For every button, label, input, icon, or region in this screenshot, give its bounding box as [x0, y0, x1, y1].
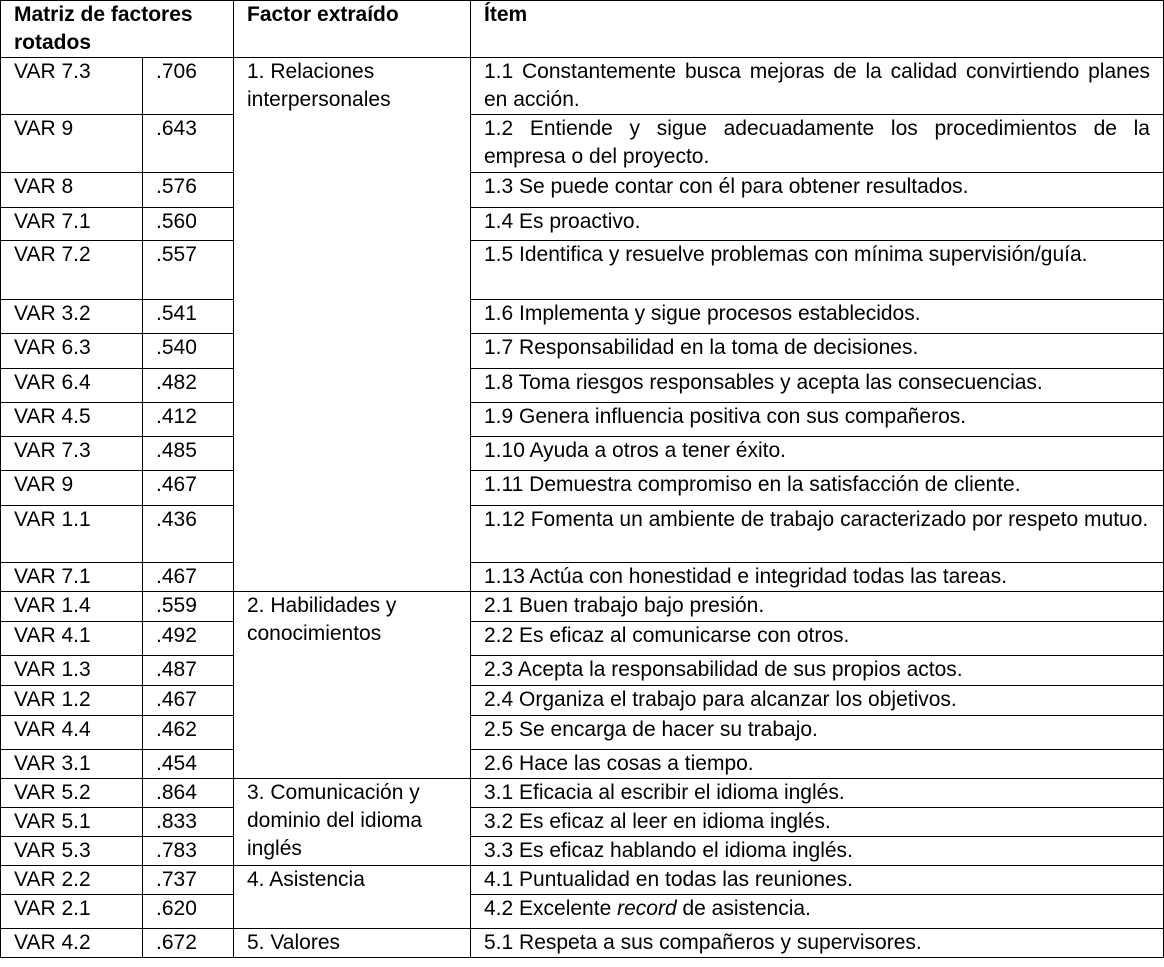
var-cell: VAR 6.3 — [1, 334, 143, 369]
item-cell: 3.2 Es eficaz al leer en idioma inglés. — [471, 808, 1164, 837]
var-cell: VAR 6.4 — [1, 369, 143, 403]
var-cell: VAR 5.3 — [1, 837, 143, 866]
factor-cell: 5. Valores — [234, 929, 471, 958]
loading-cell: .492 — [143, 622, 234, 656]
item-cell: 1.2 Entiende y sigue adecuadamente los procedimientos de la empresa o del proyecto. — [471, 115, 1164, 173]
item-cell: 1.11 Demuestra compromiso en la satisfacción de cliente. — [471, 471, 1164, 506]
item-cell: 2.4 Organiza el trabajo para alcanzar los objetivos. — [471, 686, 1164, 716]
var-cell: VAR 7.3 — [1, 58, 143, 115]
loading-cell: .485 — [143, 437, 234, 471]
item-cell: 1.8 Toma riesgos responsables y acepta las consecuencias. — [471, 369, 1164, 403]
loading-cell: .482 — [143, 369, 234, 403]
loading-cell: .462 — [143, 716, 234, 750]
item-text-italic: record — [617, 897, 677, 920]
header-matrix: Matriz de factores rotados — [1, 1, 234, 58]
loading-cell: .412 — [143, 403, 234, 437]
item-cell: 4.1 Puntualidad en todas las reuniones. — [471, 866, 1164, 895]
loading-cell: .560 — [143, 208, 234, 241]
var-cell: VAR 2.1 — [1, 895, 143, 929]
item-cell: 3.3 Es eficaz hablando el idioma inglés. — [471, 837, 1164, 866]
item-cell: 1.7 Responsabilidad en la toma de decisiones. — [471, 334, 1164, 369]
factor-cell: 3. Comunicación y dominio del idioma inglés — [234, 779, 471, 866]
item-cell: 5.1 Respeta a sus compañeros y supervisores. — [471, 929, 1164, 958]
factor-cell: 4. Asistencia — [234, 866, 471, 929]
item-cell: 1.13 Actúa con honestidad e integridad todas las tareas. — [471, 563, 1164, 592]
var-cell: VAR 3.2 — [1, 300, 143, 334]
var-cell: VAR 4.5 — [1, 403, 143, 437]
item-cell: 1.12 Fomenta un ambiente de trabajo caracterizado por respeto mutuo. — [471, 506, 1164, 563]
var-cell: VAR 8 — [1, 173, 143, 208]
factor-cell: 2. Habilidades y conocimientos — [234, 592, 471, 779]
loading-cell: .487 — [143, 656, 234, 686]
loading-cell: .576 — [143, 173, 234, 208]
loading-cell: .864 — [143, 779, 234, 808]
var-cell: VAR 1.1 — [1, 506, 143, 563]
loading-cell: .706 — [143, 58, 234, 115]
var-cell: VAR 7.1 — [1, 208, 143, 241]
var-cell: VAR 5.1 — [1, 808, 143, 837]
var-cell: VAR 1.4 — [1, 592, 143, 622]
var-cell: VAR 7.3 — [1, 437, 143, 471]
loading-cell: .541 — [143, 300, 234, 334]
item-cell: 1.3 Se puede contar con él para obtener resultados. — [471, 173, 1164, 208]
item-cell: 1.5 Identifica y resuelve problemas con mínima supervisión/guía. — [471, 241, 1164, 300]
item-cell: 1.9 Genera influencia positiva con sus compañeros. — [471, 403, 1164, 437]
var-cell: VAR 4.4 — [1, 716, 143, 750]
item-cell: 2.3 Acepta la responsabilidad de sus propios actos. — [471, 656, 1164, 686]
var-cell: VAR 2.2 — [1, 866, 143, 895]
item-cell: 1.4 Es proactivo. — [471, 208, 1164, 241]
var-cell: VAR 5.2 — [1, 779, 143, 808]
item-cell: 2.5 Se encarga de hacer su trabajo. — [471, 716, 1164, 750]
loading-cell: .620 — [143, 895, 234, 929]
loading-cell: .559 — [143, 592, 234, 622]
loading-cell: .467 — [143, 471, 234, 506]
loading-cell: .672 — [143, 929, 234, 958]
var-cell: VAR 4.1 — [1, 622, 143, 656]
header-factor: Factor extraído — [234, 1, 471, 58]
loading-cell: .467 — [143, 686, 234, 716]
var-cell: VAR 3.1 — [1, 750, 143, 779]
var-cell: VAR 9 — [1, 471, 143, 506]
item-cell: 2.1 Buen trabajo bajo presión. — [471, 592, 1164, 622]
item-cell: 2.2 Es eficaz al comunicarse con otros. — [471, 622, 1164, 656]
var-cell: VAR 4.2 — [1, 929, 143, 958]
item-cell: 1.10 Ayuda a otros a tener éxito. — [471, 437, 1164, 471]
loading-cell: .454 — [143, 750, 234, 779]
factor-cell: 1. Relaciones interpersonales — [234, 58, 471, 592]
var-cell: VAR 7.2 — [1, 241, 143, 300]
var-cell: VAR 9 — [1, 115, 143, 173]
loading-cell: .467 — [143, 563, 234, 592]
item-text-prefix: 4.2 Excelente — [484, 897, 618, 920]
loading-cell: .436 — [143, 506, 234, 563]
loading-cell: .540 — [143, 334, 234, 369]
item-cell: 3.1 Eficacia al escribir el idioma inglés. — [471, 779, 1164, 808]
item-cell: 2.6 Hace las cosas a tiempo. — [471, 750, 1164, 779]
header-item: Ítem — [471, 1, 1164, 58]
var-cell: VAR 1.2 — [1, 686, 143, 716]
var-cell: VAR 7.1 — [1, 563, 143, 592]
item-cell: 1.6 Implementa y sigue procesos establecidos. — [471, 300, 1164, 334]
loading-cell: .557 — [143, 241, 234, 300]
loading-cell: .783 — [143, 837, 234, 866]
item-cell: 1.1 Constantemente busca mejoras de la calidad convirtiendo planes en acción. — [471, 58, 1164, 115]
item-text-suffix: de asistencia. — [676, 897, 811, 920]
loading-cell: .737 — [143, 866, 234, 895]
loading-cell: .833 — [143, 808, 234, 837]
var-cell: VAR 1.3 — [1, 656, 143, 686]
item-cell — [471, 895, 1164, 929]
loading-cell: .643 — [143, 115, 234, 173]
